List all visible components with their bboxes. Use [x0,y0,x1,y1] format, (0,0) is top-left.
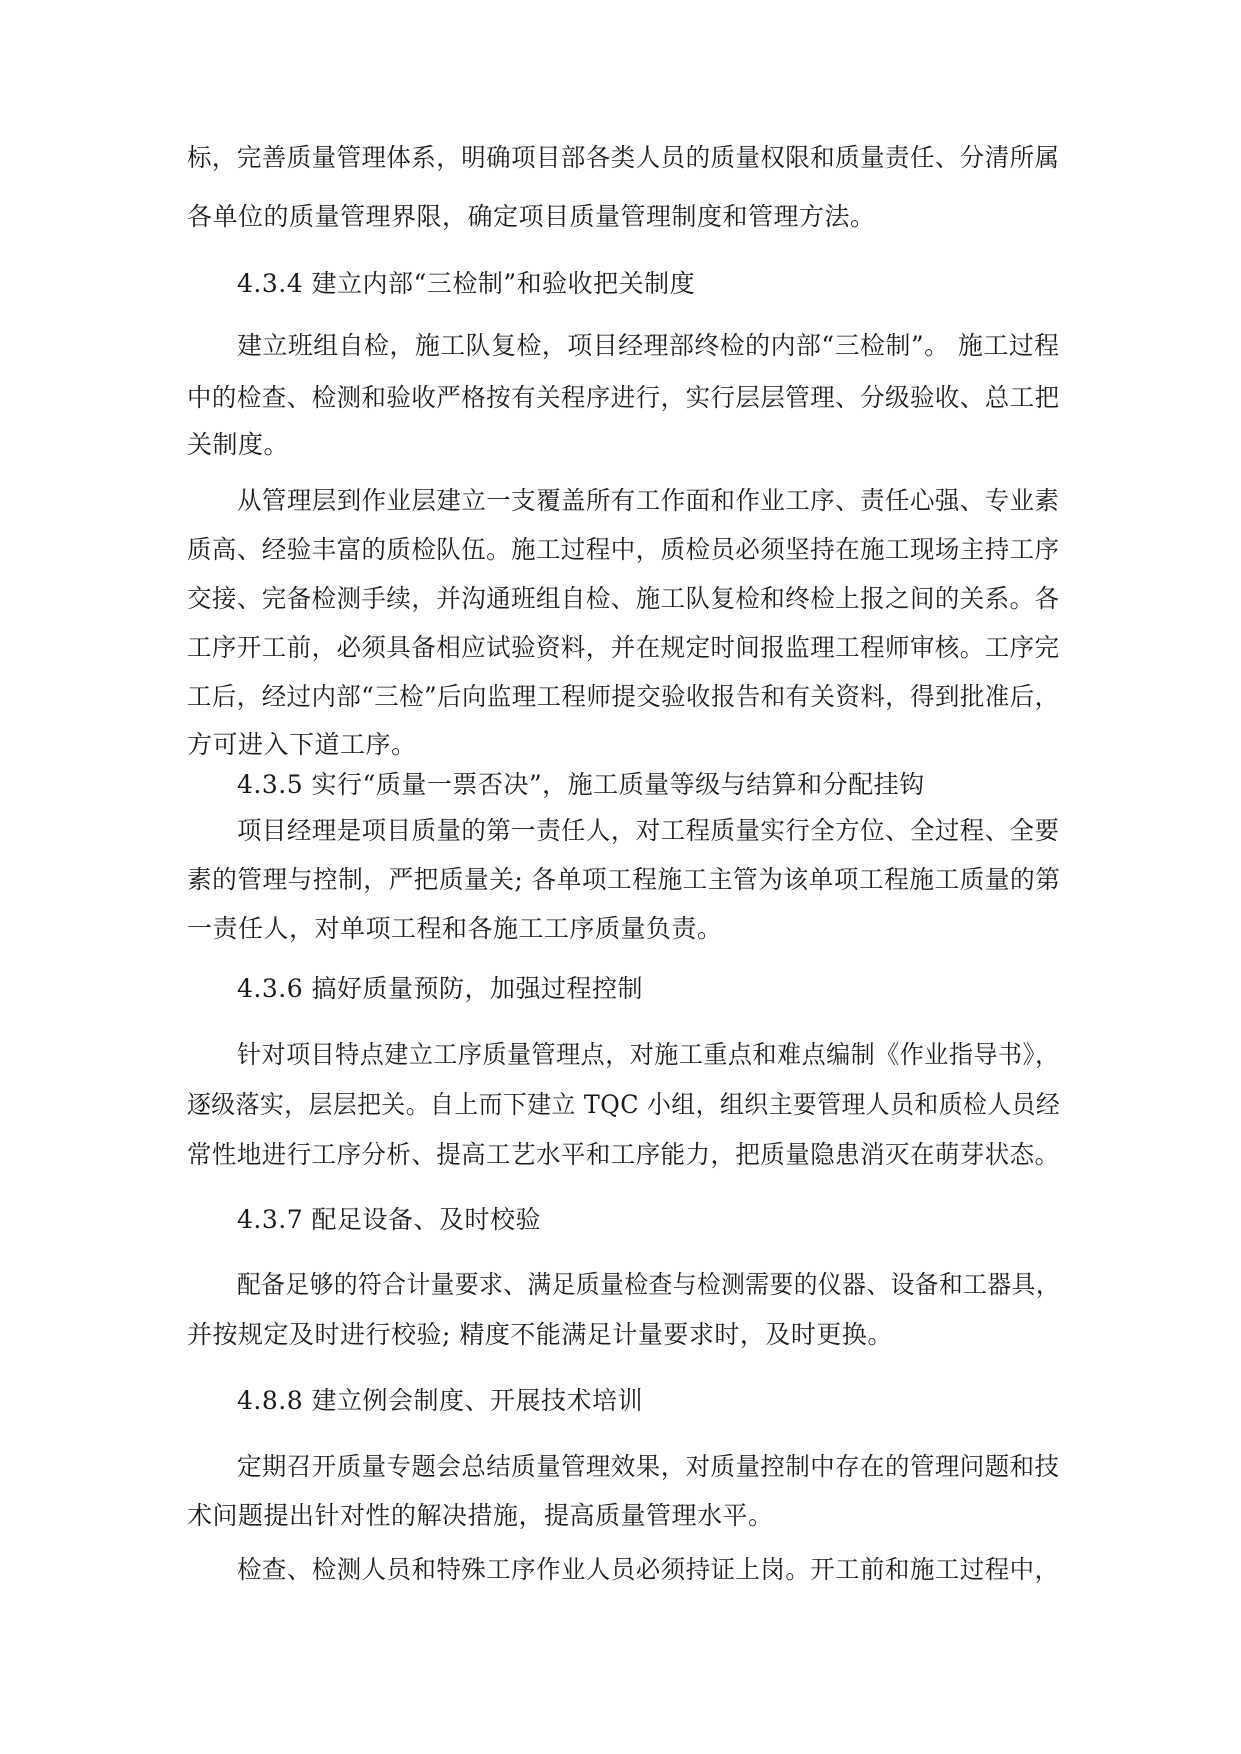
body-text-line: 交接、完备检测手续，并沟通班组自检、施工队复检和终检上报之间的关系。各 [187,584,1060,613]
body-text-line: 标，完善质量管理体系，明确项目部各类人员的质量权限和质量责任、分清所属 [187,143,1060,172]
section-heading: 4.3.5 实行“质量一票否决”，施工质量等级与结算和分配挂钩 [237,770,925,799]
body-text-line: 逐级落实，层层把关。自上而下建立 TQC 小组，组织主要管理人员和质检人员经 [187,1090,1061,1119]
body-text-line: 素的管理与控制，严把质量关; 各单项工程施工主管为该单项工程施工质量的第 [187,865,1061,894]
body-text-line: 建立班组自检，施工队复检，项目经理部终检的内部“三检制”。 施工过程 [237,331,1060,360]
body-text-line: 定期召开质量专题会总结质量管理效果，对质量控制中存在的管理问题和技 [237,1452,1060,1481]
section-heading: 4.3.7 配足设备、及时校验 [237,1205,542,1234]
body-text-line: 检查、检测人员和特殊工序作业人员必须持证上岗。开工前和施工过程中， [237,1555,1060,1584]
section-heading: 4.3.4 建立内部“三检制”和验收把关制度 [237,269,696,298]
body-text-line: 针对项目特点建立工序质量管理点，对施工重点和难点编制《作业指导书》， [237,1040,1060,1069]
body-text-line: 中的检查、检测和验收严格按有关程序进行，实行层层管理、分级验收、总工把 [187,383,1060,412]
body-text-line: 并按规定及时进行校验; 精度不能满足计量要求时，及时更换。 [187,1320,893,1349]
body-text-line: 工后，经过内部“三检”后向监理工程师提交验收报告和有关资料，得到批准后， [187,682,1060,711]
body-text-line: 从管理层到作业层建立一支覆盖所有工作面和作业工序、责任心强、专业素 [237,486,1060,515]
section-heading: 4.3.6 搞好质量预防，加强过程控制 [237,974,644,1003]
body-text-line: 常性地进行工序分析、提高工艺水平和工序能力，把质量隐患消灭在萌芽状态。 [187,1140,1060,1169]
section-heading: 4.8.8 建立例会制度、开展技术培训 [237,1386,644,1415]
body-text-line: 关制度。 [187,430,290,459]
body-text-line: 各单位的质量管理界限，确定项目质量管理制度和管理方法。 [187,202,876,231]
body-text-line: 方可进入下道工序。 [187,730,417,759]
body-text-line: 项目经理是项目质量的第一责任人，对工程质量实行全方位、全过程、全要 [237,816,1060,845]
body-text-line: 配备足够的符合计量要求、满足质量检查与检测需要的仪器、设备和工器具， [237,1270,1061,1299]
body-text-line: 工序开工前，必须具备相应试验资料，并在规定时间报监理工程师审核。工序完 [187,633,1060,662]
body-text-line: 质高、经验丰富的质检队伍。施工过程中，质检员必须坚持在施工现场主持工序 [187,535,1060,564]
body-text-line: 一责任人，对单项工程和各施工工序质量负责。 [187,914,723,943]
body-text-line: 术问题提出针对性的解决措施，提高质量管理水平。 [187,1501,774,1530]
